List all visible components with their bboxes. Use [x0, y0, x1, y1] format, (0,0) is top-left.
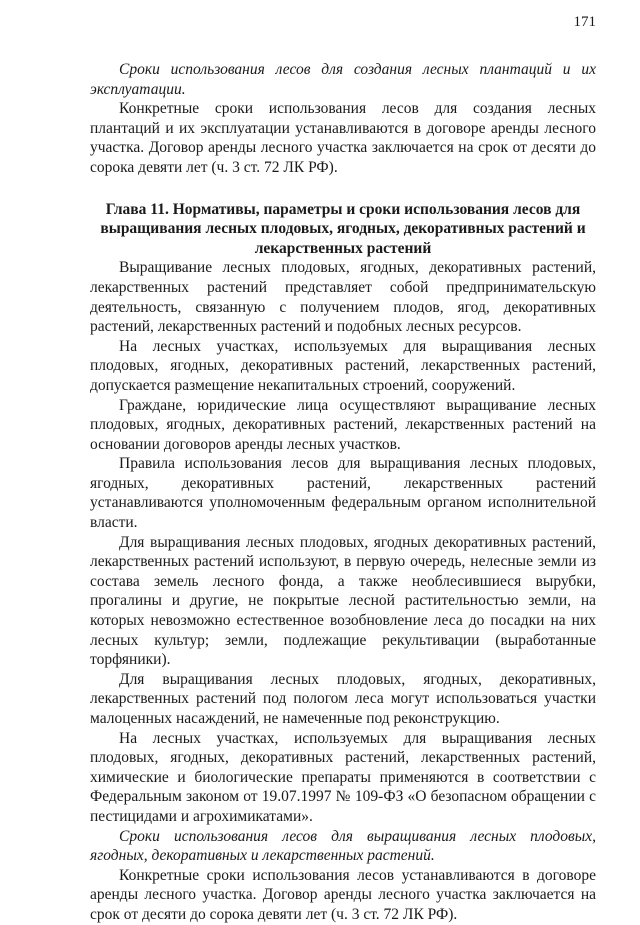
paragraph: Конкретные сроки использования лесов для создания лесных плантаций и их эксплуатации устанавливаются в договоре аренды лесного участка. Договор аренды лесного участка заключается на срок от десяти до сорока девяти лет (ч. 3 ст. 72 ЛК РФ). [90, 100, 596, 176]
paragraph: Граждане, юридические лица осуществляют выращивание лесных плодовых, ягодных, декоративных растений, лекарственных растений на основании договоров аренды лесных участков. [90, 396, 596, 453]
paragraph: Для выращивания лесных плодовых, ягодных декоративных растений, лекарственных растений используют, в первую очередь, нелесные земли из состава земель лесного фонда, а также необлесившиеся вырубки, прогалины и другие, не покрытые лесной растительностью земли, на которых невозможно естественное возобновление леса до посадки на них лесных культур; земли, подлежащие рекультивации (выработанные торфяники). [90, 533, 596, 669]
section-subtitle: Сроки использования лесов для выращивания лесных плодовых, ягодных, декоративных и лекарственных растений. [90, 827, 596, 865]
page-content [90, 60, 596, 925]
page-number: 171 [573, 14, 596, 30]
paragraph: Выращивание лесных плодовых, ягодных, декоративных растений, лекарственных растений представляет собой предпринимательскую деятельность, связанную с получением плодов, ягод, декоративных растений, лекарственных растений и подобных лесных ресурсов. [90, 259, 596, 336]
paragraph: Правила использования лесов для выращивания лесных плодовых, ягодных, декоративных растений, лекарственных растений устанавливаются уполномоченным федеральным органом исполнительной власти. [90, 455, 596, 532]
section-subtitle: Сроки использования лесов для создания лесных плантаций и их эксплуатации. [90, 61, 596, 98]
chapter-heading: Глава 11. Нормативы, параметры и сроки использования лесов для выращивания лесных плодовых, ягодных, декоративных растений и лекарственных растений [100, 200, 586, 257]
paragraph: Для выращивания лесных плодовых, ягодных, декоративных, лекарственных растений под пологом леса могут использоваться участки малоценных насаждений, не намеченные под реконструкцию. [90, 670, 596, 727]
paragraph: На лесных участках, используемых для выращивания лесных плодовых, ягодных, декоративных растений, лекарственных растений, химические и биологические препараты применяются в соответствии с Федеральным законом от 19.07.1997 № 109-ФЗ «О безопасном обращении с пестицидами и агрохимикатами». [90, 729, 596, 825]
paragraph: На лесных участках, используемых для выращивания лесных плодовых, ягодных, декоративных растений, лекарственных растений, допускается размещение некапитальных строений, сооружений. [90, 337, 596, 394]
paragraph: Конкретные сроки использования лесов устанавливаются в договоре аренды лесного участка. Договор аренды лесного участка заключается на срок от десяти до сорока девяти лет (ч. 3 ст. 72 ЛК РФ). [90, 866, 596, 923]
